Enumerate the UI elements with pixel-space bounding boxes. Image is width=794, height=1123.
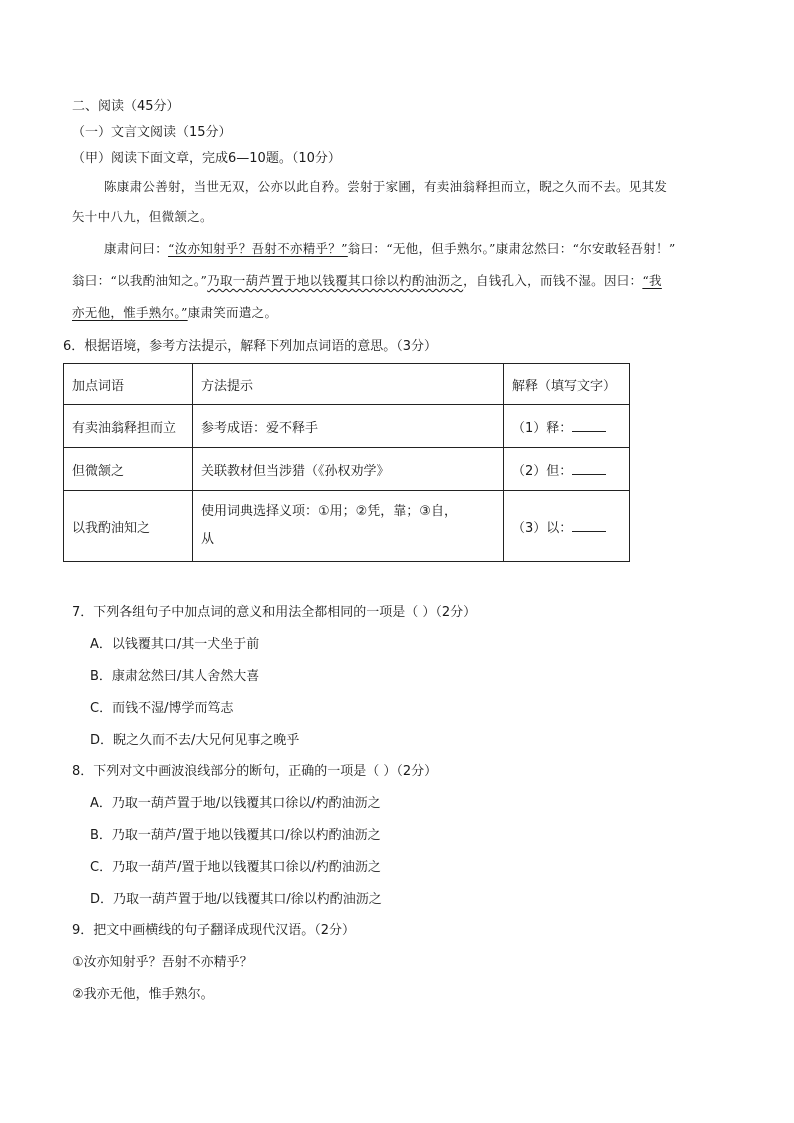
q7-option-b[interactable]: B．康肃忿然曰/其人舍然大喜 [90, 669, 260, 684]
q7-option-d[interactable]: D．睨之久而不去/大兄何见事之晚乎 [90, 733, 300, 748]
q6-stem: 6．根据语境，参考方法提示，解释下列加点词语的意思。（3分） [63, 339, 438, 354]
q9-item-1: ①汝亦知射乎？吾射不亦精乎？ [72, 955, 253, 970]
q8-option-a[interactable]: A．乃取一葫芦置于地/以钱覆其口徐以/杓酌油沥之 [90, 796, 381, 811]
passage-p2-line2 [72, 271, 662, 291]
q8-option-b[interactable]: B．乃取一葫芦/置于地以钱覆其口/徐以杓酌油沥之 [90, 828, 381, 843]
q9-item-2: ②我亦无他，惟手熟尔。 [72, 987, 214, 1002]
table-row [64, 448, 630, 491]
answer-cell [504, 448, 630, 491]
passage-text: ，自钱孔入，而钱不湿。因曰： [463, 273, 643, 288]
table-header-cell: 解释（填写文字） [504, 364, 630, 405]
answer-blank[interactable] [572, 419, 606, 432]
q9-stem: 9．把文中画横线的句子翻译成现代汉语。（2分） [72, 923, 356, 938]
word-cell: 有卖油翁释担而立 [64, 405, 193, 448]
passage-text: 翁曰：“以我酌油知之。” [72, 273, 208, 288]
passage-text: 翁曰：“无他，但手熟尔。”康肃忿然曰：“尔安敢轻吾射！” [347, 241, 676, 256]
section-title: 二、阅读（45分） [72, 99, 180, 114]
answer-blank[interactable] [572, 519, 606, 532]
q7-option-a[interactable]: A．以钱覆其口/其一犬坐于前 [90, 637, 260, 652]
answer-label: （1）释： [512, 420, 573, 436]
passage-p1-line2: 矢十中八九，但微颔之。 [72, 209, 213, 224]
part-title: （甲）阅读下面文章，完成6—10题。（10分） [72, 151, 341, 166]
answer-blank[interactable] [572, 462, 606, 475]
underlined-sentence-2-start: “我 [642, 273, 662, 288]
subsection-title: （一）文言文阅读（15分） [72, 125, 232, 140]
answer-label: （2）但： [512, 463, 573, 479]
answer-cell [504, 491, 630, 562]
table-header-cell: 方法提示 [193, 364, 504, 405]
hint-cell [193, 491, 504, 562]
hint-cell: 关联教材但当涉猎（《孙权劝学》 [193, 448, 504, 491]
table-row [64, 491, 630, 562]
underlined-sentence-1: “汝亦知射乎？吾射不亦精乎？” [168, 241, 348, 256]
q6-table [63, 363, 630, 562]
word-cell: 但微颔之 [64, 448, 193, 491]
wavy-underlined-sentence: 乃取一葫芦置于地以钱覆其口徐以杓酌油沥之 [207, 273, 464, 288]
answer-cell [504, 405, 630, 448]
q8-option-c[interactable]: C．乃取一葫芦/置于地以钱覆其口徐以/杓酌油沥之 [90, 860, 381, 875]
hint-line: 使用词典选择义项：①用；②凭，靠；③自， [201, 504, 457, 519]
underlined-sentence-2-end: 亦无他，惟手熟尔。” [72, 305, 188, 320]
table-header-cell: 加点词语 [64, 364, 193, 405]
q7-option-c[interactable]: C．而钱不湿/博学而笃志 [90, 701, 234, 716]
hint-line: 从 [201, 532, 215, 547]
table-row [64, 405, 630, 448]
table-header-row [64, 364, 630, 405]
word-cell: 以我酌油知之 [64, 491, 193, 562]
passage-text: 康肃问曰： [104, 241, 169, 256]
hint-cell: 参考成语：爱不释手 [193, 405, 504, 448]
q8-stem: 8．下列对文中画波浪线部分的断句，正确的一项是（ ）（2分） [72, 764, 438, 779]
q7-stem: 7．下列各组句子中加点词的意义和用法全都相同的一项是（ ）（2分） [72, 605, 477, 620]
q8-option-d[interactable]: D．乃取一葫芦置于地/以钱覆其口/徐以杓酌油沥之 [90, 892, 382, 907]
passage-p1-line1: 陈康肃公善射，当世无双，公亦以此自矜。尝射于家圃，有卖油翁释担而立，睨之久而不去。见其发 [104, 179, 668, 194]
passage-text: 康肃笑而遣之。 [187, 305, 278, 320]
passage-p2-line1 [104, 239, 676, 259]
passage-p2-line3 [72, 303, 277, 323]
answer-label: （3）以： [512, 520, 573, 536]
